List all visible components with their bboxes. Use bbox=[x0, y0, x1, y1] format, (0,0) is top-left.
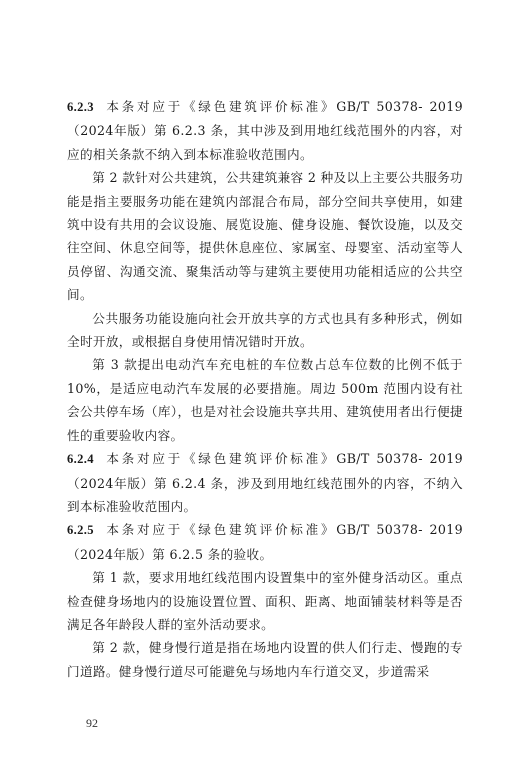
paragraph-text: 本条对应于《绿色建筑评价标准》GB/T 50378- 2019（2024年版）第 6.2.5 条的验收。 bbox=[67, 522, 463, 562]
clause-6-2-3-lead bbox=[67, 95, 463, 166]
clause-number: 6.2.3 bbox=[67, 100, 94, 114]
paragraph: 第 2 款针对公共建筑，公共建筑兼容 2 种及以上主要公共服务功能是指主要服务功能在建筑内部混合布局，部分空间共享使用，如建筑中设有共用的会议设施、展览设施、健身设施、餐饮设施，以及交往空间、休息空间等，提供休息座位、家属室、母婴室、活动室等人员停留、沟通交流、聚集活动等与建筑主要使用功能相适应的公共空间。 bbox=[67, 170, 463, 303]
paragraph: 第 2 款，健身慢行道是指在场地内设置的供人们行走、慢跑的专门道路。健身慢行道尽可能避免与场地内车行道交叉，步道需采 bbox=[67, 640, 463, 679]
paragraph: 公共服务功能设施向社会开放共享的方式也具有多种形式，例如全时开放，或根据自身使用情况错时开放。 bbox=[67, 310, 463, 350]
clause-6-2-4-lead bbox=[67, 447, 463, 518]
clause-6-2-5-lead bbox=[67, 518, 463, 566]
document-body bbox=[67, 95, 463, 683]
page-number: 92 bbox=[86, 716, 98, 730]
paragraph-text: 本条对应于《绿色建筑评价标准》GB/T 50378- 2019（2024年版）第 6.2.3 条，其中涉及到用地红线范围外的内容，对应的相关条款不纳入到本标准验收范围内。 bbox=[67, 99, 463, 162]
paragraph: 第 1 款，要求用地红线范围内设置集中的室外健身活动区。重点检查健身场地内的设施设置位置、面积、距离、地面铺装材料等是否满足各年龄段人群的室外活动要求。 bbox=[67, 570, 463, 632]
paragraph-text: 本条对应于《绿色建筑评价标准》GB/T 50378- 2019（2024年版）第 6.2.4 条，涉及到用地红线范围外的内容，不纳入到本标准验收范围内。 bbox=[67, 451, 463, 514]
clause-number: 6.2.4 bbox=[67, 452, 94, 467]
clause-number: 6.2.5 bbox=[67, 523, 94, 538]
paragraph: 第 3 款提出电动汽车充电桩的车位数占总车位数的比例不低于10%，是适应电动汽车发展的必要措施。周边 500m 范围内设有社会公共停车场（库），也是对社会设施共享共用、建筑使用者出行便捷性的重要验收内容。 bbox=[67, 357, 463, 443]
